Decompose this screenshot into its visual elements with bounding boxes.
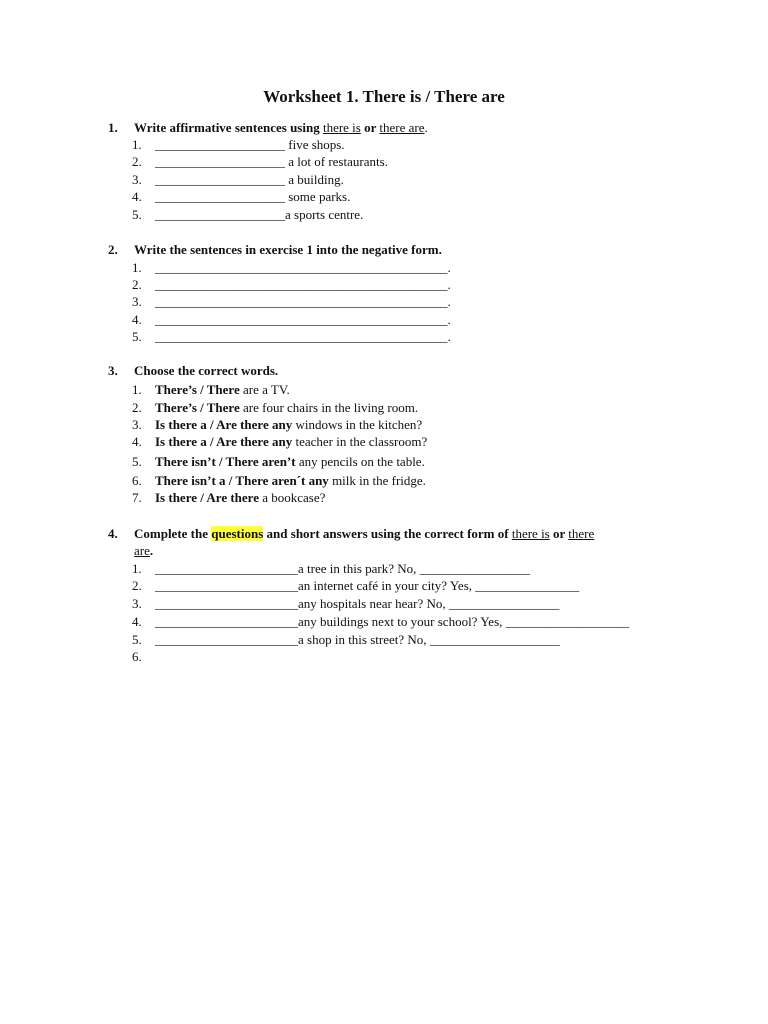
word-choice[interactable]: Is there a / Are there any [155, 417, 293, 432]
instruction-text: or [360, 120, 380, 135]
list-item[interactable] [132, 560, 530, 577]
word-choice[interactable]: Is there a / Are there any [155, 434, 293, 449]
item-number: 4. [132, 434, 142, 449]
section-number: 2. [108, 242, 118, 257]
item-number: 2. [132, 578, 142, 593]
list-item[interactable] [132, 648, 155, 665]
item-number: 6. [132, 473, 142, 488]
answer-line[interactable]: _____________________________________________. [155, 312, 451, 327]
item-number: 1. [132, 382, 142, 397]
item-number: 2. [132, 154, 142, 169]
answer-line[interactable]: _____________________________________________. [155, 260, 451, 275]
section-4-instruction-continued [134, 542, 153, 559]
item-text: a building. [285, 172, 344, 187]
there-are-phrase: there [568, 526, 595, 541]
item-number: 5. [132, 454, 142, 469]
questions-highlight: questions [211, 526, 264, 541]
item-number: 1. [132, 260, 142, 275]
list-item [132, 399, 418, 416]
item-number: 4. [132, 189, 142, 204]
instruction-text: or [549, 526, 569, 541]
list-item [132, 453, 425, 470]
instruction-text: Complete the [134, 526, 212, 541]
item-text: a lot of restaurants. [285, 154, 388, 169]
list-item [132, 381, 290, 398]
section-number: 1. [108, 120, 118, 135]
item-text: are four chairs in the living room. [239, 400, 419, 415]
item-text: any pencils on the table. [295, 454, 425, 469]
item-text: a bookcase? [258, 490, 326, 505]
there-are-phrase: are [134, 543, 150, 558]
list-item [132, 206, 363, 223]
question-text[interactable]: ______________________a tree in this park? No, _________________ [155, 561, 531, 576]
answer-blank[interactable]: ____________________ [155, 207, 285, 222]
answer-blank[interactable]: ____________________ [155, 172, 285, 187]
question-text[interactable]: ______________________any buildings next to your school? Yes, ___________________ [155, 614, 630, 629]
item-text: windows in the kitchen? [292, 417, 423, 432]
there-is-phrase: there is [511, 526, 550, 541]
word-choice[interactable]: There’s / There [155, 382, 240, 397]
worksheet-title: Worksheet 1. There is / There are [263, 87, 505, 106]
item-number: 5. [132, 632, 142, 647]
item-number: 5. [132, 207, 142, 222]
item-number: 2. [132, 277, 142, 292]
item-number: 3. [132, 172, 142, 187]
list-item [132, 416, 422, 433]
answer-line[interactable]: _____________________________________________. [155, 294, 451, 309]
item-number: 3. [132, 417, 142, 432]
list-item [132, 153, 388, 170]
section-number: 4. [108, 526, 118, 541]
item-text: are a TV. [239, 382, 290, 397]
item-number: 7. [132, 490, 142, 505]
list-item [132, 433, 427, 450]
item-number: 5. [132, 329, 142, 344]
item-text: milk in the fridge. [328, 473, 426, 488]
list-item [132, 136, 345, 153]
list-item[interactable] [132, 631, 560, 648]
item-number: 3. [132, 596, 142, 611]
there-is-phrase: there is [322, 120, 361, 135]
list-item[interactable] [132, 259, 451, 276]
instruction-text: . [149, 543, 154, 558]
item-number: 4. [132, 614, 142, 629]
answer-blank[interactable]: ____________________ [155, 154, 285, 169]
item-number: 3. [132, 294, 142, 309]
answer-line[interactable]: _____________________________________________. [155, 277, 451, 292]
list-item[interactable] [132, 328, 451, 345]
list-item [132, 489, 325, 506]
list-item[interactable] [132, 276, 451, 293]
list-item[interactable] [132, 595, 559, 612]
section-2-instruction [108, 241, 442, 258]
list-item[interactable] [132, 311, 451, 328]
word-choice[interactable]: There’s / There [155, 400, 240, 415]
item-text: some parks. [285, 189, 351, 204]
there-are-phrase: there are [379, 120, 425, 135]
section-number: 3. [108, 363, 118, 378]
item-text: teacher in the classroom? [292, 434, 428, 449]
word-choice[interactable]: There isn’t / There aren’t [155, 454, 296, 469]
instruction-text: . [424, 120, 428, 135]
question-text[interactable]: ______________________an internet café in your city? Yes, ________________ [155, 578, 580, 593]
word-choice[interactable]: Is there / Are there [155, 490, 259, 505]
list-item[interactable] [132, 293, 451, 310]
question-text[interactable]: ______________________any hospitals near hear? No, _________________ [155, 596, 560, 611]
list-item[interactable] [132, 613, 629, 630]
list-item [132, 472, 426, 489]
item-number: 6. [132, 649, 142, 664]
section-1-instruction [108, 119, 428, 136]
question-text[interactable]: ______________________a shop in this street? No, ____________________ [155, 632, 560, 647]
list-item[interactable] [132, 577, 579, 594]
item-number: 1. [132, 137, 142, 152]
item-number: 4. [132, 312, 142, 327]
list-item [132, 188, 350, 205]
answer-blank[interactable]: ____________________ [155, 137, 285, 152]
list-item [132, 171, 344, 188]
instruction-text: Write affirmative sentences using [134, 120, 323, 135]
answer-line[interactable]: _____________________________________________. [155, 329, 451, 344]
item-number: 1. [132, 561, 142, 576]
instruction-text: and short answers using the correct form of [263, 526, 512, 541]
item-text: five shops. [285, 137, 345, 152]
section-4-instruction [108, 525, 594, 542]
instruction-text: Choose the correct words. [134, 363, 279, 378]
instruction-text: Write the sentences in exercise 1 into the negative form. [134, 242, 442, 257]
section-3-instruction [108, 362, 278, 379]
item-text: a sports centre. [285, 207, 364, 222]
answer-blank[interactable]: ____________________ [155, 189, 285, 204]
word-choice[interactable]: There isn’t a / There aren´t any [155, 473, 329, 488]
item-number: 2. [132, 400, 142, 415]
